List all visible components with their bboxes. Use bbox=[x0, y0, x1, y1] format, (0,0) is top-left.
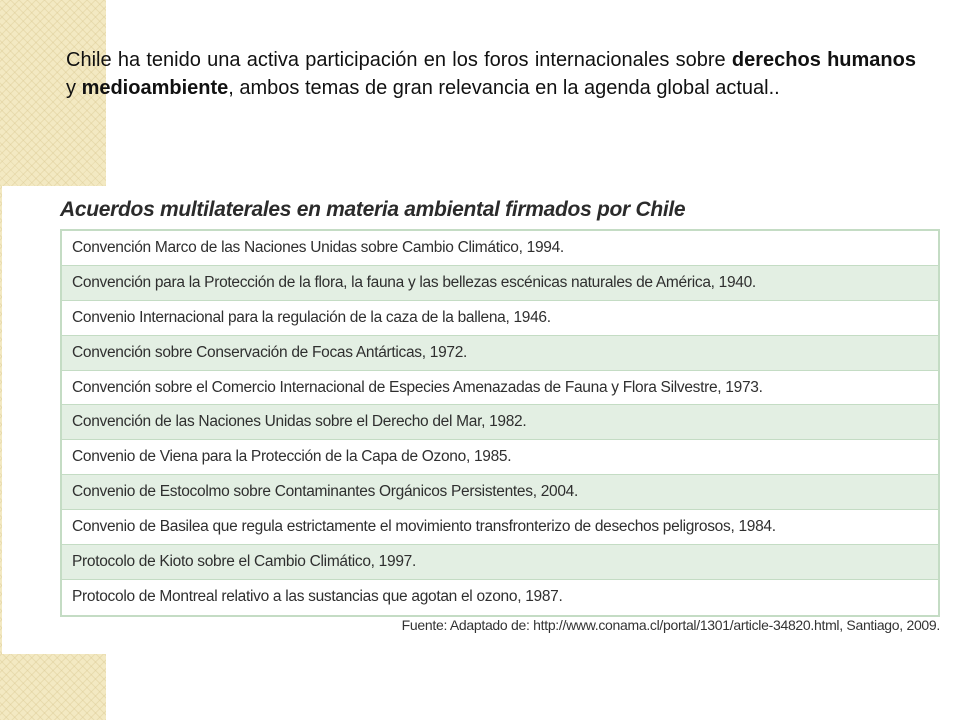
table-row: Convenio Internacional para la regulación de la caza de la ballena, 1946. bbox=[62, 301, 938, 336]
agreements-table bbox=[60, 229, 940, 617]
source-citation: Fuente: Adaptado de: http://www.conama.cl/portal/1301/article-34820.html, Santiago, 2009. bbox=[401, 617, 940, 633]
table-row: Protocolo de Montreal relativo a las sustancias que agotan el ozono, 1987. bbox=[72, 587, 563, 605]
table-row: Convenio de Basilea que regula estrictamente el movimiento transfronterizo de desechos peligrosos, 1984. bbox=[62, 510, 938, 545]
table-row: Protocolo de Kioto sobre el Cambio Climático, 1997. bbox=[62, 545, 938, 580]
intro-paragraph bbox=[66, 46, 916, 102]
intro-bold-human-rights: derechos humanos bbox=[731, 49, 916, 71]
table-row: Convención sobre el Comercio Internacional de Especies Amenazadas de Fauna y Flora Silvestre, 1973. bbox=[62, 371, 938, 406]
table-row: Convención para la Protección de la flora, la fauna y las bellezas escénicas naturales de América, 1940. bbox=[62, 266, 938, 301]
intro-bold-environment: medioambiente bbox=[81, 77, 229, 99]
table-row: Convención de las Naciones Unidas sobre el Derecho del Mar, 1982. bbox=[62, 405, 938, 440]
table-row: Convenio de Viena para la Protección de la Capa de Ozono, 1985. bbox=[62, 440, 938, 475]
table-row: Convenio de Estocolmo sobre Contaminantes Orgánicos Persistentes, 2004. bbox=[62, 475, 938, 510]
intro-text-3: , ambos temas de gran relevancia en la agenda global actual.. bbox=[228, 77, 780, 99]
table-row: Convención Marco de las Naciones Unidas sobre Cambio Climático, 1994. bbox=[62, 231, 938, 266]
intro-text-2: y bbox=[66, 77, 82, 99]
table-title: Acuerdos multilaterales en materia ambiental firmados por Chile bbox=[60, 198, 686, 221]
intro-text-1: Chile ha tenido una activa participación en los foros internacionales sobre bbox=[66, 49, 732, 71]
table-row: Convención sobre Conservación de Focas Antárticas, 1972. bbox=[62, 336, 938, 371]
